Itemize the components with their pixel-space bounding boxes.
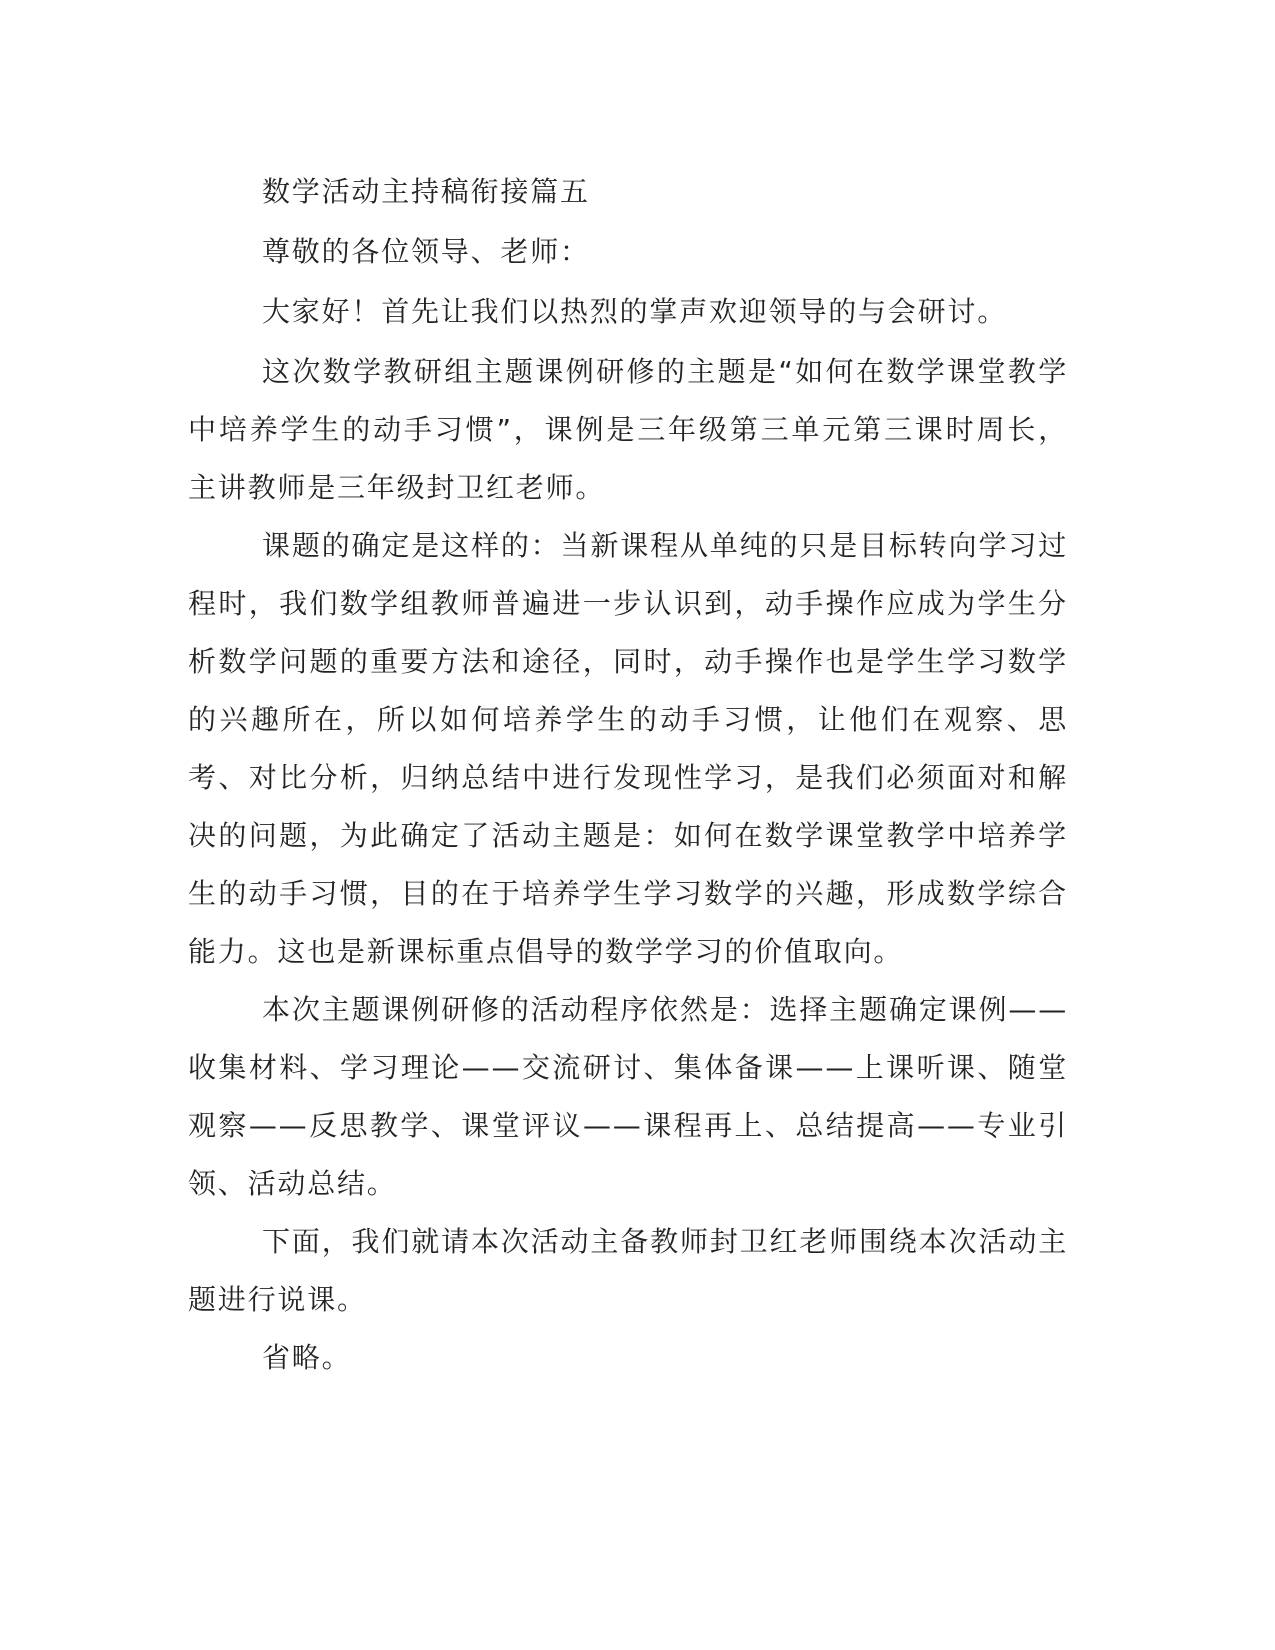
paragraph-invitation: 下面，我们就请本次活动主备教师封卫红老师围绕本次活动主题进行说课。	[188, 1225, 1068, 1316]
greeting: 大家好！首先让我们以热烈的掌声欢迎领导的与会研讨。	[262, 295, 1008, 328]
paragraph-topic: 这次数学教研组主题课例研修的主题是“如何在数学课堂教学中培养学生的动手习惯”，课例是三年级第三单元第三课时周长，主讲教师是三年级封卫红老师。	[188, 355, 1068, 504]
document-body	[188, 163, 1068, 1387]
paragraph-procedure: 本次主题课例研修的活动程序依然是：选择主题确定课例——收集材料、学习理论——交流研讨、集体备课——上课听课、随堂观察——反思教学、课堂评议——课程再上、总结提高——专业引领、活动总结。	[188, 993, 1068, 1200]
paragraph-omitted: 省略。	[262, 1341, 352, 1374]
salutation: 尊敬的各位领导、老师：	[262, 235, 590, 268]
document-title: 数学活动主持稿衔接篇五	[262, 175, 590, 208]
paragraph-rationale: 课题的确定是这样的：当新课程从单纯的只是目标转向学习过程时，我们数学组教师普遍进一步认识到，动手操作应成为学生分析数学问题的重要方法和途径，同时，动手操作也是学生学习数学的兴趣所在，所以如何培养学生的动手习惯，让他们在观察、思考、对比分析，归纳总结中进行发现性学习，是我们必须面对和解决的问题，为此确定了活动主题是：如何在数学课堂教学中培养学生的动手习惯，目的在于培养学生学习数学的兴趣，形成数学综合能力。这也是新课标重点倡导的数学学习的价值取向。	[188, 529, 1068, 968]
